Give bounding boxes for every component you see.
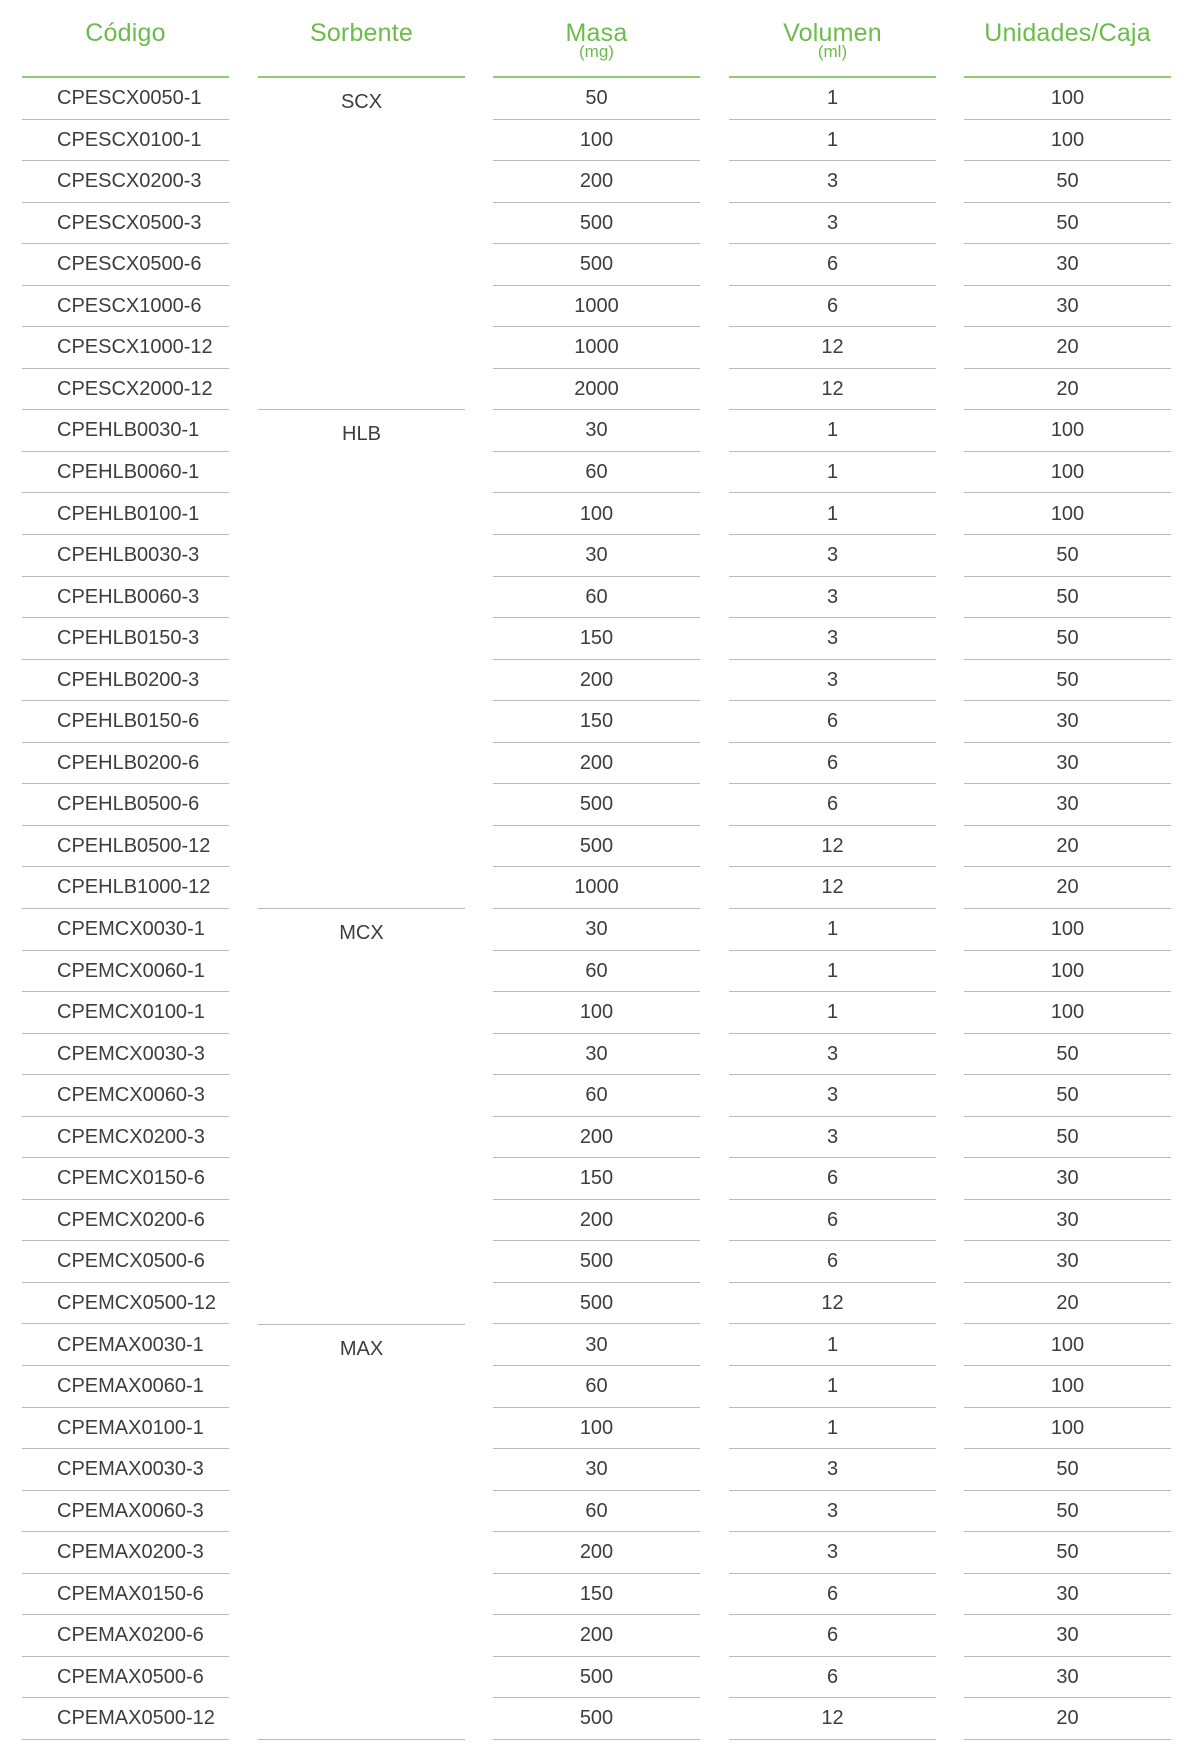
volume-cell: 3 <box>729 203 936 245</box>
header-codigo <box>22 18 229 78</box>
volume-cell: 6 <box>729 743 936 785</box>
volume-cell: 3 <box>729 660 936 702</box>
code-cell: CPEHLB0030-3 <box>22 535 229 577</box>
volume-cell: 6 <box>729 1241 936 1283</box>
volume-cell: 3 <box>729 1491 936 1533</box>
code-cell: CPEMCX0200-3 <box>22 1117 229 1159</box>
sorbent-cell: MAX <box>258 1325 465 1741</box>
mass-cell: 50 <box>493 78 700 120</box>
units-cell: 50 <box>964 161 1171 203</box>
sorbent-cell: SCX <box>258 78 465 410</box>
sorbent-cell: HLB <box>258 410 465 909</box>
header-volumen-label: Volumen <box>783 19 882 47</box>
volume-cell: 3 <box>729 1117 936 1159</box>
mass-cell: 30 <box>493 410 700 452</box>
units-cell: 50 <box>964 1532 1171 1574</box>
code-cell: CPEMAX0150-6 <box>22 1574 229 1616</box>
mass-cell: 60 <box>493 1491 700 1533</box>
mass-cell: 100 <box>493 120 700 162</box>
units-cell: 20 <box>964 867 1171 909</box>
volume-cell: 12 <box>729 1698 936 1740</box>
header-sorbente <box>258 18 465 78</box>
volume-cell: 3 <box>729 1075 936 1117</box>
mass-cell: 60 <box>493 452 700 494</box>
mass-cell: 200 <box>493 1615 700 1657</box>
volume-cell: 3 <box>729 618 936 660</box>
code-cell: CPEMCX0200-6 <box>22 1200 229 1242</box>
mass-cell: 500 <box>493 1283 700 1325</box>
units-cell: 100 <box>964 1408 1171 1450</box>
code-cell: CPEMCX0030-3 <box>22 1034 229 1076</box>
mass-cell: 30 <box>493 1325 700 1367</box>
volume-cell: 1 <box>729 494 936 536</box>
code-cell: CPEMAX0200-3 <box>22 1532 229 1574</box>
units-cell: 30 <box>964 1657 1171 1699</box>
units-cell: 50 <box>964 1075 1171 1117</box>
code-cell: CPESCX1000-12 <box>22 327 229 369</box>
units-cell: 100 <box>964 120 1171 162</box>
volume-cell: 6 <box>729 1158 936 1200</box>
code-cell: CPEMAX0060-1 <box>22 1366 229 1408</box>
units-cell: 50 <box>964 1491 1171 1533</box>
mass-cell: 500 <box>493 244 700 286</box>
code-cell: CPEMAX0500-12 <box>22 1698 229 1740</box>
volume-cell: 12 <box>729 327 936 369</box>
header-masa-unit: (mg) <box>579 42 614 61</box>
code-cell: CPESCX0500-6 <box>22 244 229 286</box>
mass-cell: 30 <box>493 1034 700 1076</box>
units-cell: 30 <box>964 1158 1171 1200</box>
code-cell: CPEHLB0150-6 <box>22 701 229 743</box>
code-cell: CPEMCX0060-3 <box>22 1075 229 1117</box>
units-cell: 50 <box>964 1449 1171 1491</box>
mass-cell: 1000 <box>493 286 700 328</box>
code-cell: CPEMCX0500-12 <box>22 1283 229 1325</box>
units-cell: 100 <box>964 909 1171 951</box>
code-cell: CPESCX1000-6 <box>22 286 229 328</box>
volume-cell: 3 <box>729 161 936 203</box>
code-cell: CPEHLB1000-12 <box>22 867 229 909</box>
units-cell: 30 <box>964 1241 1171 1283</box>
units-cell: 20 <box>964 1698 1171 1740</box>
code-cell: CPEHLB0100-1 <box>22 494 229 536</box>
mass-cell: 150 <box>493 1158 700 1200</box>
units-cell: 50 <box>964 203 1171 245</box>
volume-cell: 1 <box>729 992 936 1034</box>
units-cell: 50 <box>964 1034 1171 1076</box>
code-cell: CPEMCX0150-6 <box>22 1158 229 1200</box>
code-cell: CPEHLB0500-6 <box>22 784 229 826</box>
units-cell: 50 <box>964 1117 1171 1159</box>
units-cell: 100 <box>964 1325 1171 1367</box>
code-cell: CPEMAX0500-6 <box>22 1657 229 1699</box>
volume-cell: 1 <box>729 1325 936 1367</box>
mass-cell: 30 <box>493 909 700 951</box>
volume-cell: 6 <box>729 1200 936 1242</box>
header-volumen <box>729 18 936 78</box>
units-cell: 20 <box>964 369 1171 411</box>
units-cell: 20 <box>964 1283 1171 1325</box>
header-volumen-unit: (ml) <box>817 42 848 61</box>
header-masa <box>493 18 700 78</box>
code-cell: CPEHLB0500-12 <box>22 826 229 868</box>
units-cell: 100 <box>964 452 1171 494</box>
mass-cell: 150 <box>493 618 700 660</box>
mass-cell: 30 <box>493 1449 700 1491</box>
volume-cell: 3 <box>729 1449 936 1491</box>
volume-cell: 6 <box>729 1657 936 1699</box>
volume-cell: 12 <box>729 1283 936 1325</box>
volume-cell: 1 <box>729 410 936 452</box>
header-masa-label: Masa <box>565 19 628 47</box>
volume-cell: 3 <box>729 1034 936 1076</box>
mass-cell: 500 <box>493 203 700 245</box>
mass-cell: 1000 <box>493 327 700 369</box>
mass-cell: 60 <box>493 1366 700 1408</box>
units-cell: 30 <box>964 1615 1171 1657</box>
volume-cell: 3 <box>729 577 936 619</box>
volume-cell: 1 <box>729 909 936 951</box>
code-cell: CPEMAX0060-3 <box>22 1491 229 1533</box>
code-cell: CPEMAX0030-1 <box>22 1325 229 1367</box>
units-cell: 100 <box>964 1366 1171 1408</box>
mass-cell: 200 <box>493 1200 700 1242</box>
units-cell: 30 <box>964 784 1171 826</box>
volume-cell: 1 <box>729 78 936 120</box>
volume-cell: 6 <box>729 1574 936 1616</box>
mass-cell: 200 <box>493 660 700 702</box>
units-cell: 30 <box>964 286 1171 328</box>
mass-cell: 100 <box>493 992 700 1034</box>
mass-cell: 500 <box>493 1241 700 1283</box>
volume-cell: 6 <box>729 244 936 286</box>
units-cell: 50 <box>964 577 1171 619</box>
mass-cell: 500 <box>493 826 700 868</box>
units-cell: 20 <box>964 826 1171 868</box>
code-cell: CPEHLB0060-1 <box>22 452 229 494</box>
mass-cell: 100 <box>493 1408 700 1450</box>
mass-cell: 60 <box>493 951 700 993</box>
volume-cell: 6 <box>729 1615 936 1657</box>
volume-cell: 1 <box>729 452 936 494</box>
volume-cell: 1 <box>729 951 936 993</box>
volume-cell: 6 <box>729 286 936 328</box>
code-cell: CPEMAX0030-3 <box>22 1449 229 1491</box>
units-cell: 100 <box>964 992 1171 1034</box>
volume-cell: 1 <box>729 120 936 162</box>
header-sorbente-label: Sorbente <box>309 19 414 47</box>
mass-cell: 200 <box>493 1117 700 1159</box>
mass-cell: 60 <box>493 577 700 619</box>
units-cell: 30 <box>964 1574 1171 1616</box>
code-cell: CPESCX0500-3 <box>22 203 229 245</box>
volume-cell: 6 <box>729 784 936 826</box>
sorbent-cell: MCX <box>258 909 465 1325</box>
header-unidades-label: Unidades/Caja <box>984 19 1151 47</box>
mass-cell: 100 <box>493 494 700 536</box>
volume-cell: 1 <box>729 1408 936 1450</box>
units-cell: 100 <box>964 410 1171 452</box>
mass-cell: 200 <box>493 743 700 785</box>
mass-cell: 500 <box>493 1657 700 1699</box>
code-cell: CPESCX0050-1 <box>22 78 229 120</box>
units-cell: 20 <box>964 327 1171 369</box>
mass-cell: 2000 <box>493 369 700 411</box>
code-cell: CPESCX2000-12 <box>22 369 229 411</box>
volume-cell: 12 <box>729 826 936 868</box>
code-cell: CPEHLB0200-6 <box>22 743 229 785</box>
code-cell: CPEMAX0100-1 <box>22 1408 229 1450</box>
mass-cell: 60 <box>493 1075 700 1117</box>
code-cell: CPEMCX0100-1 <box>22 992 229 1034</box>
header-codigo-label: Código <box>85 19 166 47</box>
code-cell: CPEHLB0030-1 <box>22 410 229 452</box>
code-cell: CPESCX0100-1 <box>22 120 229 162</box>
volume-cell: 1 <box>729 1366 936 1408</box>
header-unidades <box>964 18 1171 78</box>
code-cell: CPEMCX0030-1 <box>22 909 229 951</box>
code-cell: CPEMCX0500-6 <box>22 1241 229 1283</box>
volume-cell: 12 <box>729 867 936 909</box>
mass-cell: 150 <box>493 1574 700 1616</box>
volume-cell: 3 <box>729 535 936 577</box>
units-cell: 30 <box>964 743 1171 785</box>
volume-cell: 12 <box>729 369 936 411</box>
volume-cell: 6 <box>729 701 936 743</box>
mass-cell: 150 <box>493 701 700 743</box>
mass-cell: 1000 <box>493 867 700 909</box>
units-cell: 50 <box>964 535 1171 577</box>
units-cell: 30 <box>964 1200 1171 1242</box>
units-cell: 50 <box>964 660 1171 702</box>
units-cell: 100 <box>964 494 1171 536</box>
units-cell: 30 <box>964 244 1171 286</box>
units-cell: 50 <box>964 618 1171 660</box>
code-cell: CPEHLB0060-3 <box>22 577 229 619</box>
mass-cell: 30 <box>493 535 700 577</box>
mass-cell: 200 <box>493 1532 700 1574</box>
mass-cell: 500 <box>493 1698 700 1740</box>
code-cell: CPEHLB0200-3 <box>22 660 229 702</box>
units-cell: 100 <box>964 78 1171 120</box>
units-cell: 30 <box>964 701 1171 743</box>
mass-cell: 500 <box>493 784 700 826</box>
volume-cell: 3 <box>729 1532 936 1574</box>
mass-cell: 200 <box>493 161 700 203</box>
code-cell: CPESCX0200-3 <box>22 161 229 203</box>
units-cell: 100 <box>964 951 1171 993</box>
code-cell: CPEHLB0150-3 <box>22 618 229 660</box>
code-cell: CPEMAX0200-6 <box>22 1615 229 1657</box>
code-cell: CPEMCX0060-1 <box>22 951 229 993</box>
